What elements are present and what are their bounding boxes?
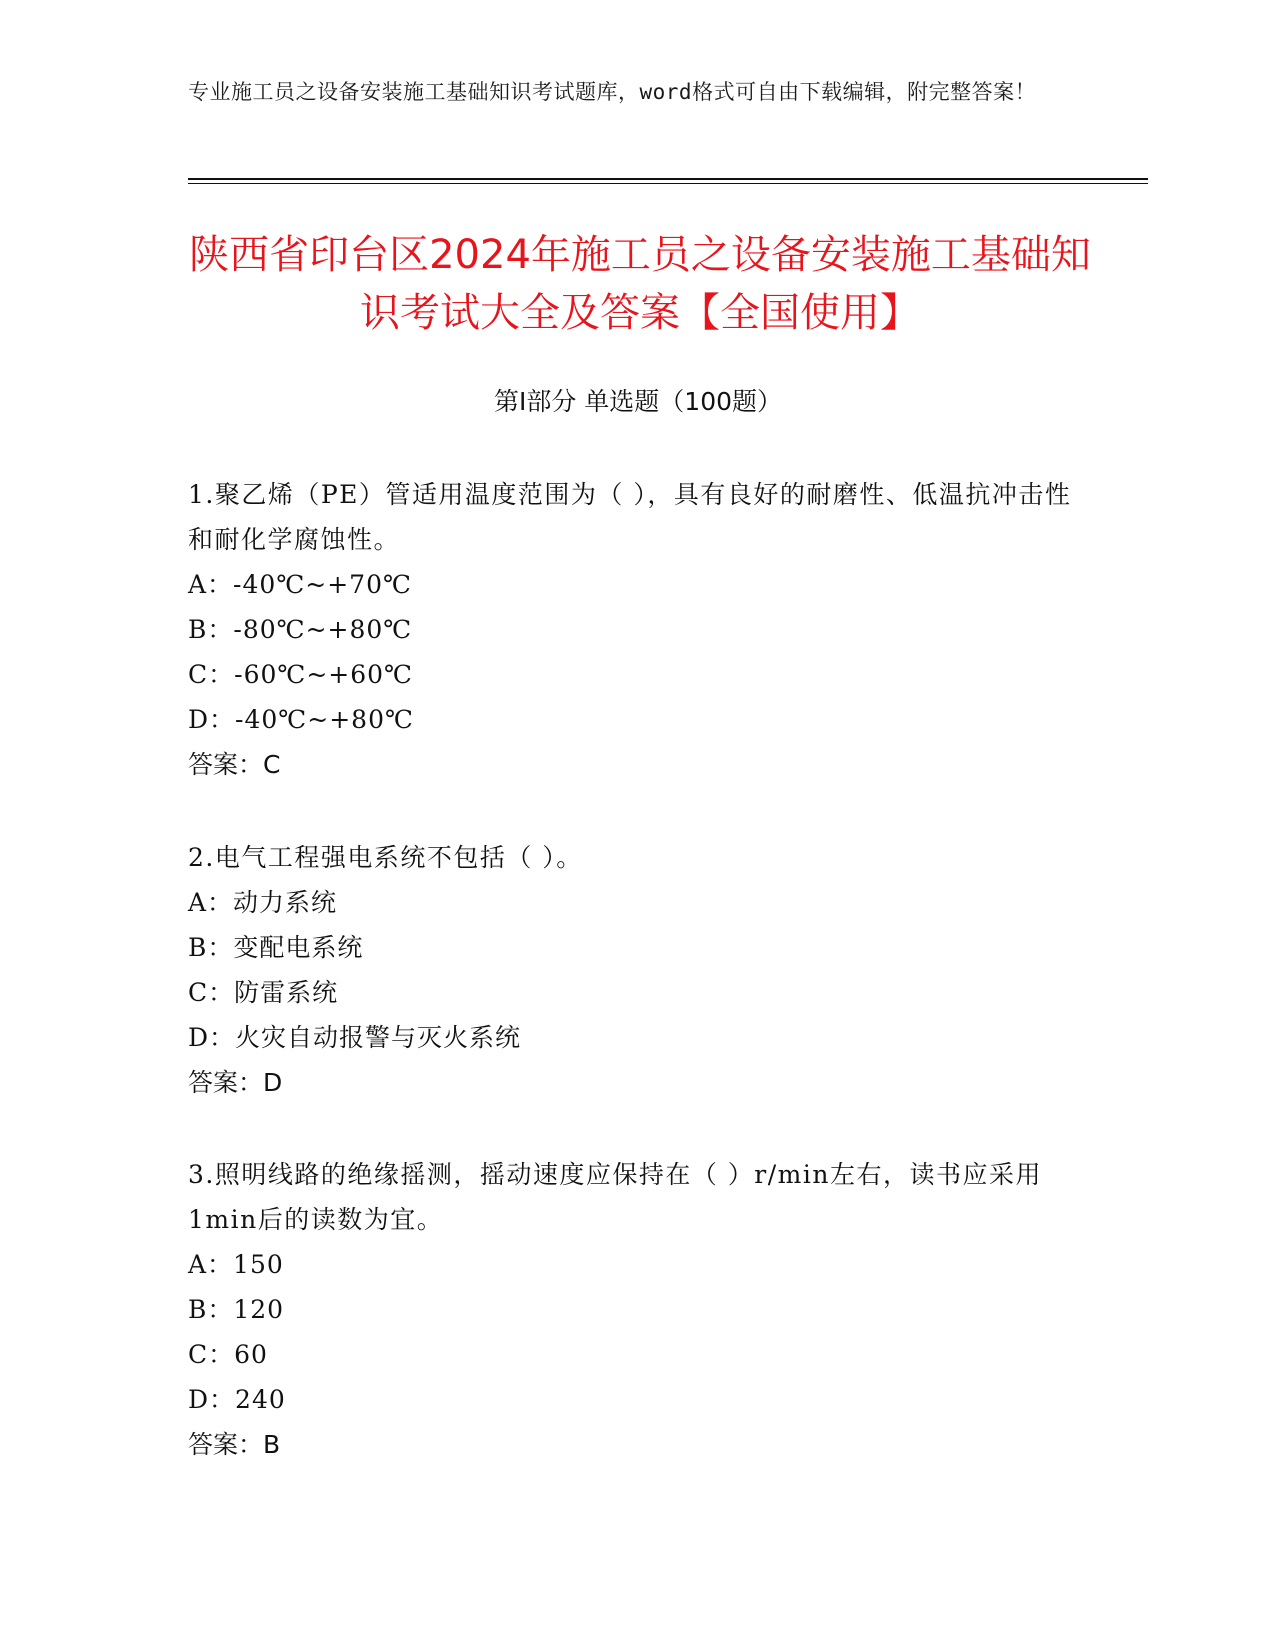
header-divider-thick — [188, 178, 1148, 180]
option-b: B：变配电系统 — [188, 933, 364, 962]
option-d: D：火灾自动报警与灭火系统 — [188, 1023, 522, 1052]
question-2 — [188, 835, 1078, 1105]
header-note: 专业施工员之设备安装施工基础知识考试题库，word格式可自由下载编辑，附完整答案！ — [188, 80, 1037, 104]
question-stem: 3.照明线路的绝缘摇测，摇动速度应保持在（ ）r/min左右，读书应采用1min后的读数为宜。 — [188, 1160, 1042, 1234]
option-c: C：60 — [188, 1340, 268, 1369]
answer-line: 答案：C — [188, 750, 281, 779]
question-stem: 1.聚乙烯（PE）管适用温度范围为（ ），具有良好的耐磨性、低温抗冲击性和耐化学腐蚀性。 — [188, 480, 1072, 554]
option-a: A：-40℃~+70℃ — [188, 570, 412, 599]
option-c: C：-60℃~+60℃ — [188, 660, 414, 689]
question-3 — [188, 1152, 1078, 1467]
document-title: 陕西省印台区2024年施工员之设备安装施工基础知识考试大全及答案【全国使用】 — [189, 232, 1091, 336]
question-1 — [188, 472, 1078, 787]
option-a: A：动力系统 — [188, 888, 338, 917]
answer-line: 答案：B — [188, 1430, 281, 1459]
option-b: B：-80℃~+80℃ — [188, 615, 413, 644]
option-d: D：240 — [188, 1385, 286, 1414]
section-heading: 第I部分 单选题（100题） — [493, 387, 783, 416]
header-divider-thin — [188, 183, 1148, 184]
option-b: B：120 — [188, 1295, 285, 1324]
option-c: C：防雷系统 — [188, 978, 339, 1007]
question-stem: 2.电气工程强电系统不包括（ ）。 — [188, 843, 583, 872]
answer-line: 答案：D — [188, 1068, 283, 1097]
option-a: A：150 — [188, 1250, 284, 1279]
option-d: D：-40℃~+80℃ — [188, 705, 414, 734]
